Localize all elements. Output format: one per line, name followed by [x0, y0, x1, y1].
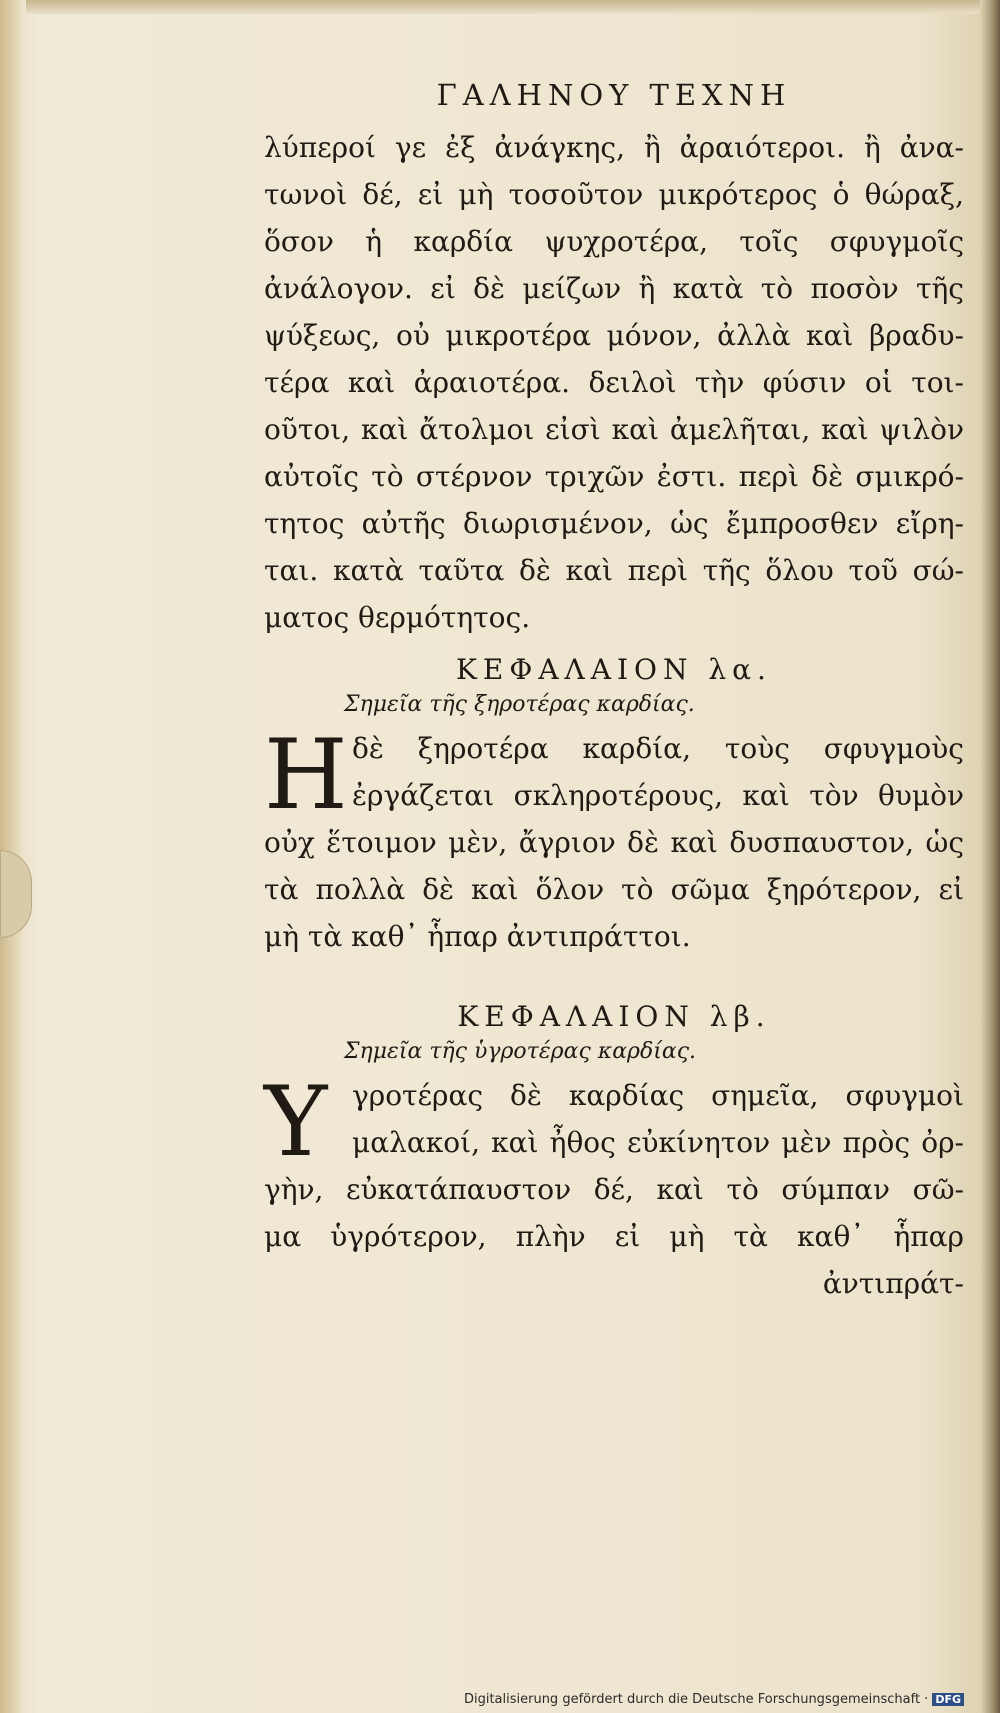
text-line: τωνοὶ δέ, εἰ μὴ τοσοῦτον μικρότερος ὁ θώραξ,	[264, 178, 964, 211]
text-line: ἀνάλογον. εἰ δὲ μείζων ἢ κατὰ τὸ ποσὸν τῆς	[264, 272, 964, 305]
running-head: ΓΑΛΗΝΟΥ ΤΕΧΝΗ	[436, 78, 792, 112]
digitization-credit	[464, 1692, 964, 1707]
page-top-edge	[0, 0, 1000, 14]
text-line: ται. κατὰ ταῦτα δὲ καὶ περὶ τῆς ὅλου τοῦ σώ-	[264, 554, 964, 587]
text-block	[264, 60, 964, 1307]
text-line: τητος αὐτῆς διωρισμένον, ὡς ἔμπροσθεν εἴρη-	[264, 507, 964, 540]
text-line: μὴ τὰ καθ᾽ ἧπαρ ἀντιπράττοι.	[264, 920, 691, 953]
text-line: οῦτοι, καὶ ἄτολμοι εἰσὶ καὶ ἀμελῆται, καὶ ψιλὸν	[264, 413, 964, 446]
catchword: ἀντιπράτ-	[822, 1267, 964, 1300]
drop-capital: Υ	[264, 1066, 328, 1178]
text-line: δὲ ξηροτέρα καρδία, τοὺς σφυγμοὺς	[352, 732, 964, 765]
clasp-tab	[0, 850, 32, 938]
text-line: ὅσον ἡ καρδία ψυχροτέρα, τοῖς σφυγμοῖς	[264, 225, 964, 258]
text-line: αὐτοῖς τὸ στέρνον τριχῶν ἐστι. περὶ δὲ σμικρό-	[264, 460, 964, 493]
drop-capital: Η	[264, 719, 348, 831]
chapter-heading-31: ΚΕΦΑΛΑΙΟΝ λα.	[456, 653, 772, 686]
dfg-logo: DFG	[932, 1693, 964, 1706]
text-line: λύπεροί γε ἐξ ἀνάγκης, ἢ ἀραιότεροι. ἢ ἀνα-	[264, 131, 964, 164]
text-line: οὐχ ἕτοιμον μὲν, ἄγριον δὲ καὶ δυσπαυστον, ὡς	[264, 826, 964, 859]
chapter-summary-31: Σημεῖα τῆς ξηροτέρας καρδίας.	[344, 692, 695, 717]
intro-paragraph	[264, 124, 964, 641]
text-line: τέρα καὶ ἀραιοτέρα. δειλοὶ τὴν φύσιν οἱ τοι-	[264, 366, 964, 399]
binding-shadow	[980, 0, 1000, 1713]
chapter-summary-32: Σημεῖα τῆς ὑγροτέρας καρδίας.	[344, 1039, 697, 1064]
text-line: γὴν, εὐκατάπαυστον δέ, καὶ τὸ σύμπαν σῶ-	[264, 1173, 964, 1206]
chapter-32-paragraph	[264, 1066, 964, 1307]
text-line: τὰ πολλὰ δὲ καὶ ὅλον τὸ σῶμα ξηρότερον, εἰ	[264, 873, 964, 906]
credit-text: Digitalisierung gefördert durch die Deutsche Forschungsgemeinschaft ·	[463, 1692, 929, 1707]
text-line: γροτέρας δὲ καρδίας σημεῖα, σφυγμοὶ	[352, 1079, 964, 1112]
chapter-31-paragraph	[264, 719, 964, 960]
text-line: ἐργάζεται σκληροτέρους, καὶ τὸν θυμὸν	[352, 779, 964, 812]
text-line: ματος θερμότητος.	[264, 601, 531, 634]
chapter-heading-32: ΚΕΦΑΛΑΙΟΝ λβ.	[457, 1000, 771, 1033]
text-line: μαλακοί, καὶ ἦθος εὐκίνητον μὲν πρὸς ὀρ-	[352, 1126, 964, 1159]
text-line: μα ὑγρότερον, πλὴν εἰ μὴ τὰ καθ᾽ ἧπαρ	[264, 1220, 964, 1253]
text-line: ψύξεως, οὐ μικροτέρα μόνον, ἀλλὰ καὶ βραδυ-	[264, 319, 964, 352]
